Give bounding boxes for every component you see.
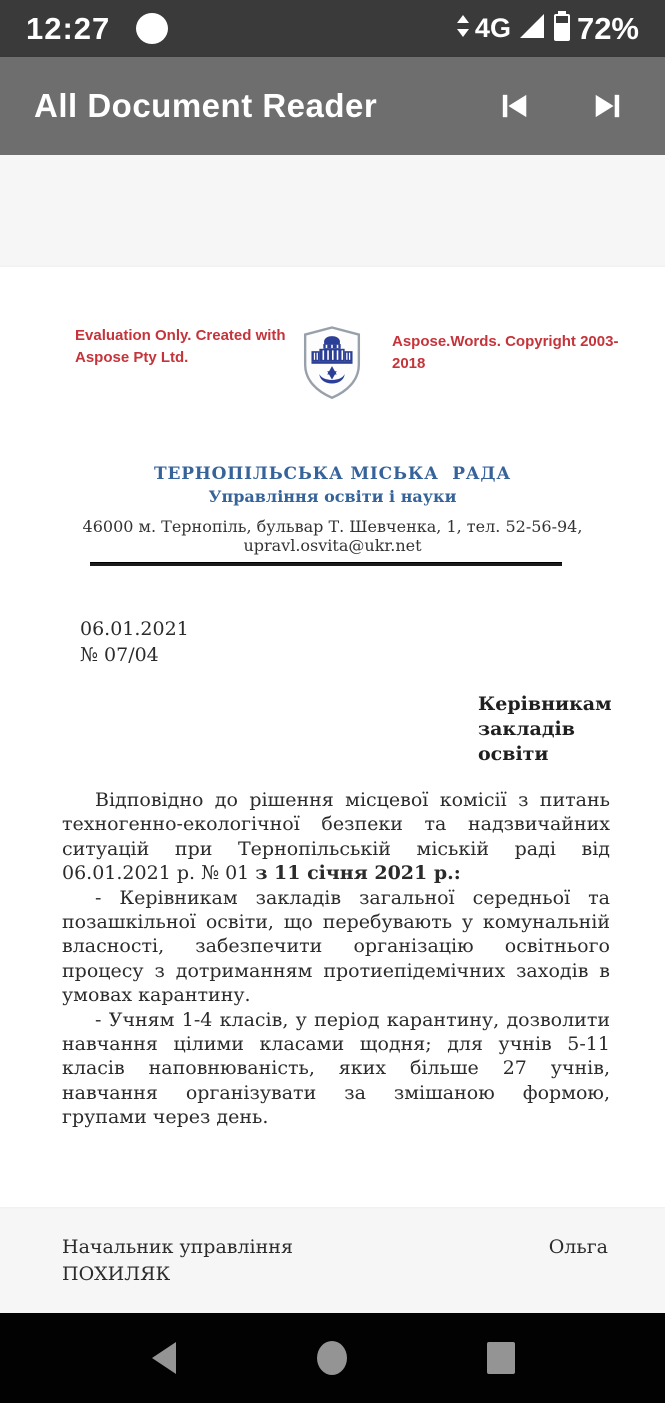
nav-back-button[interactable] [140, 1332, 188, 1384]
signature-block [62, 1234, 608, 1288]
clock-text: 12:27 [26, 10, 111, 46]
paragraph-2: - Керівникам закладів загальної середньої та позашкільної освіти, що перебувають у комунальній власності, забезпечити організацію освітнього процесу з дотриманням протиепідемічних заходів в умовах карантину. [62, 886, 610, 1007]
org-address: 46000 м. Тернопіль, бульвар Т. Шевченка, 1, тел. 52-56-94, upravl.osvita@ukr.net [82, 517, 583, 555]
paragraph-1-bold-text: з 11 січня 2021 р.: [255, 862, 461, 885]
nav-home-button[interactable] [307, 1331, 357, 1385]
signature-last-name: ПОХИЛЯК [62, 1262, 171, 1285]
android-nav-bar [0, 1313, 665, 1403]
letter-number: № 07/04 [80, 644, 159, 666]
status-bar [0, 0, 665, 57]
paragraph-1-text: Відповідно до рішення місцевої комісії з питань техногенно-екологічної безпеки та надзвичайних ситуацій при Тернопільській міській раді від 06.01.2021 р. № 01 [62, 789, 610, 885]
paragraph-3: - Учням 1-4 класів, у період карантину, дозволити навчання цілими класами щодня; для учнів 5-11 класів наповнюваність, яких більше 27 учнів, навчання організувати за змішаною формою, групами через день. [62, 1008, 610, 1129]
paragraph-1 [62, 788, 610, 886]
org-name: ТЕРНОПІЛЬСЬКА МІСЬКА РАДА [154, 464, 511, 484]
letterhead [0, 463, 665, 508]
letterhead-top-row [75, 325, 625, 401]
signature-title: Начальник управління [62, 1235, 293, 1258]
network-type-text: 4G [474, 13, 511, 43]
status-icons [455, 8, 639, 49]
letterhead-rule [90, 562, 562, 566]
nav-recents-button[interactable] [477, 1332, 525, 1384]
signal-icon [517, 11, 547, 46]
app-bar [0, 57, 665, 155]
letter-body [62, 788, 610, 1130]
app-title: All Document Reader [34, 87, 378, 124]
recipient-line-2: освіти [478, 743, 549, 765]
battery-percent-text: 72% [576, 10, 639, 46]
skip-previous-icon [495, 113, 533, 128]
aspose-watermark-left: Evaluation Only. Created with Aspose Pty Ltd. [75, 327, 286, 366]
battery-icon [551, 8, 573, 49]
letter-date: 06.01.2021 [80, 618, 189, 640]
recipient-line-1: Керівникам закладів [478, 693, 612, 740]
letter-meta [80, 616, 665, 668]
signature-first-name: Ольга [548, 1235, 608, 1258]
recents-icon [485, 1364, 517, 1379]
document-viewport[interactable] [0, 155, 665, 1313]
skip-previous-button[interactable] [491, 83, 537, 129]
skip-next-icon [589, 113, 627, 128]
org-department: Управління освіти і науки [208, 487, 457, 506]
skip-next-button[interactable] [585, 83, 631, 129]
home-icon [315, 1365, 349, 1380]
notification-icon [136, 13, 168, 44]
ternopil-coat-of-arms-icon [302, 325, 362, 401]
back-icon [148, 1364, 180, 1379]
network-arrows-icon [455, 12, 471, 45]
document-page [0, 267, 665, 1285]
recipient-block [478, 692, 665, 767]
aspose-watermark-right: Aspose.Words. Copyright 2003-2018 [392, 333, 619, 372]
